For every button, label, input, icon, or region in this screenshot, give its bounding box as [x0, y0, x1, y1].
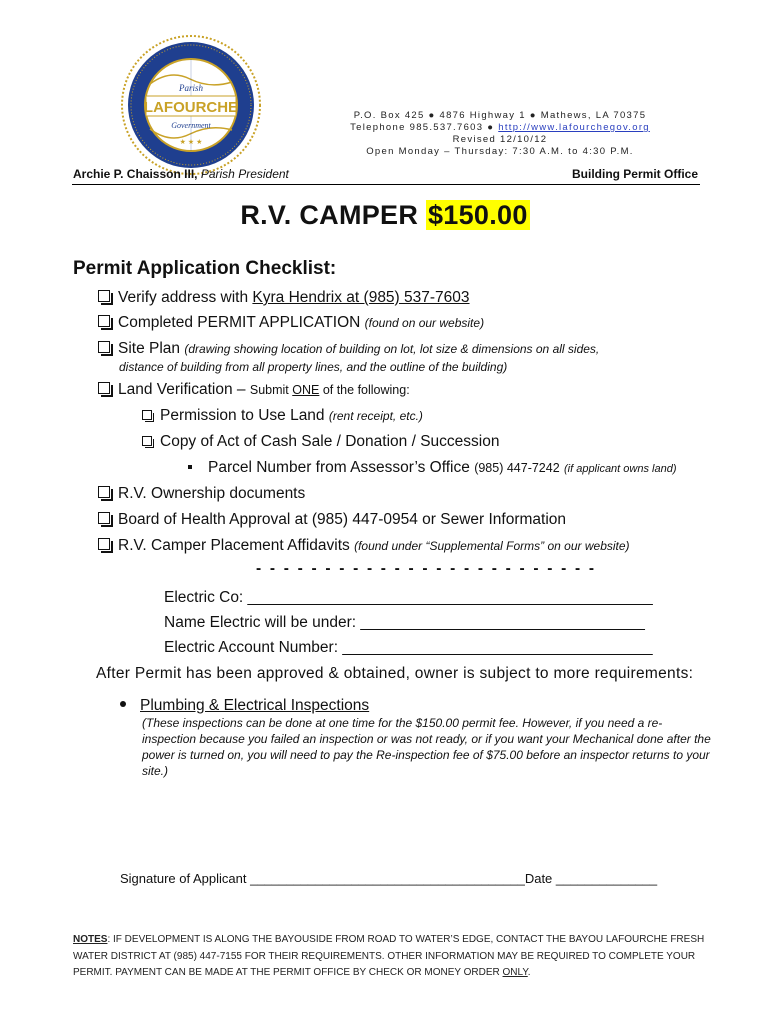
revised-line: Revised 12/10/12: [452, 134, 548, 145]
seal-top-text: Parish: [178, 83, 204, 93]
completed-note: (found on our website): [364, 316, 485, 330]
site-plan-note-1: (drawing showing location of building on lot, lot size & dimensions on all sides,: [184, 342, 600, 356]
inspections-note: (These inspections can be done at one time for the $150.00 permit fee. However, if you need a re-inspection because you failed an inspection or was not ready, or if you want your Mechanical done after the power is turned on, you will need to pay the Re-inspection fee of $75.00 before an inspector returns to your site.): [142, 716, 711, 778]
verify-contact: Kyra Hendrix at (985) 537-7603: [252, 289, 470, 306]
permission-note: (rent receipt, etc.): [328, 409, 423, 423]
land-label: Land Verification: [118, 381, 233, 398]
parish-seal-logo: [120, 34, 262, 176]
checkbox-icon[interactable]: [98, 290, 110, 302]
checkbox-icon[interactable]: [98, 512, 110, 524]
checkbox-icon[interactable]: [98, 382, 110, 394]
copy-act-label: Copy of Act of Cash Sale / Donation / Succession: [160, 433, 500, 450]
phone-text: Telephone 985.537.7603 ●: [350, 122, 499, 133]
svg-text:★ ★ ★: ★ ★ ★: [179, 139, 203, 146]
checklist-item-board: [98, 511, 566, 529]
seal-bottom-text: Government: [171, 121, 211, 130]
inspections-item: [120, 697, 369, 715]
signature-line: [120, 871, 657, 886]
notes-text: : IF DEVELOPMENT IS ALONG THE BAYOUSIDE FROM ROAD TO WATER’S EDGE, CONTACT THE BAYOU LAFOURCHE FRESH WATER DISTRICT AT (985) 447-7155 FOR THEIR REQUIREMENTS. OTHER INFORMATION MAY BE REQUIRED TO COMPLETE YOUR PERMIT. PAYMENT CAN BE MADE AT THE PERMIT OFFICE BY CHECK OR MONEY ORDER: [73, 934, 705, 978]
parcel-label: Parcel Number from Assessor’s Office: [208, 459, 470, 476]
notes-only: ONLY: [502, 967, 528, 978]
checkbox-icon[interactable]: [142, 410, 152, 420]
site-plan-note-2: distance of building from all property lines, and the outline of the building): [119, 360, 508, 374]
notes-label: NOTES: [73, 934, 108, 945]
date-field[interactable]: Date ______________: [524, 871, 658, 886]
office-name: Building Permit Office: [571, 167, 698, 181]
separator-line: - - - - - - - - - - - - - - - - - - - - - - - - -: [256, 560, 597, 577]
board-label: Board of Health Approval at (985) 447-0954 or Sewer Information: [118, 511, 567, 528]
page-title: [0, 200, 770, 231]
submit-text: Submit ONE of the following:: [249, 383, 410, 397]
land-option-parcel: [188, 459, 677, 478]
permission-label: Permission to Use Land: [160, 407, 325, 424]
checkbox-icon[interactable]: [142, 436, 152, 446]
electric-name-field[interactable]: Name Electric will be under: _________________________________: [164, 614, 645, 631]
checkbox-icon[interactable]: [98, 315, 110, 327]
checklist-item-application: [98, 314, 484, 332]
checklist-item-affidavits: [98, 537, 630, 555]
bullet-icon: [120, 701, 126, 707]
checklist-item-site-plan: [98, 340, 599, 358]
land-option-act: [142, 433, 499, 451]
parcel-phone: (985) 447-7242: [474, 461, 560, 475]
checkbox-icon[interactable]: [98, 341, 110, 353]
phone-line: [300, 122, 700, 134]
hours-line: Open Monday – Thursday: 7:30 A.M. to 4:30 P.M.: [366, 146, 634, 157]
land-dash: –: [236, 381, 246, 398]
inspections-label: Plumbing & Electrical Inspections: [140, 697, 370, 714]
completed-label: Completed PERMIT APPLICATION: [118, 314, 361, 331]
title-text: R.V. CAMPER: [240, 200, 419, 230]
site-plan-label: Site Plan: [118, 340, 181, 357]
president-title: Parish President: [200, 167, 289, 181]
header-divider: [72, 184, 700, 185]
notes-block: [73, 932, 705, 982]
notes-end: .: [527, 967, 531, 978]
ownership-label: R.V. Ownership documents: [118, 485, 306, 502]
parish-president: [73, 167, 289, 181]
title-price: $150.00: [427, 200, 528, 230]
affidavits-label: R.V. Camper Placement Affidavits: [118, 537, 350, 554]
checkbox-icon[interactable]: [98, 538, 110, 550]
address-line: P.O. Box 425 ● 4876 Highway 1 ● Mathews, LA 70375: [353, 110, 647, 121]
signature-field[interactable]: Signature of Applicant ______________________________________: [120, 871, 525, 886]
square-bullet-icon: [188, 465, 192, 469]
affidavits-note: (found under “Supplemental Forms” on our website): [354, 539, 630, 553]
after-permit-text: After Permit has been approved & obtained, owner is subject to more requirements:: [96, 665, 694, 682]
checklist-item-verify: [98, 289, 470, 307]
checklist-item-ownership: [98, 485, 305, 503]
electric-account-field[interactable]: Electric Account Number: ____________________________________: [164, 639, 653, 656]
checkbox-icon[interactable]: [98, 486, 110, 498]
contact-block: [300, 110, 700, 158]
seal-name: LAFOURCHE: [143, 99, 239, 116]
submit-one: ONE: [292, 383, 320, 397]
checklist-item-land: [98, 381, 410, 399]
verify-prefix: Verify address with: [118, 289, 253, 306]
website-link[interactable]: http://www.lafourchegov.org: [498, 122, 650, 133]
electric-company-field[interactable]: Electric Co: _______________________________________________: [164, 589, 653, 606]
checklist-heading: Permit Application Checklist:: [73, 258, 337, 279]
president-name: Archie P. Chaisson III,: [73, 167, 198, 181]
land-option-permission: [142, 407, 423, 425]
parcel-note: (if applicant owns land): [563, 463, 677, 475]
